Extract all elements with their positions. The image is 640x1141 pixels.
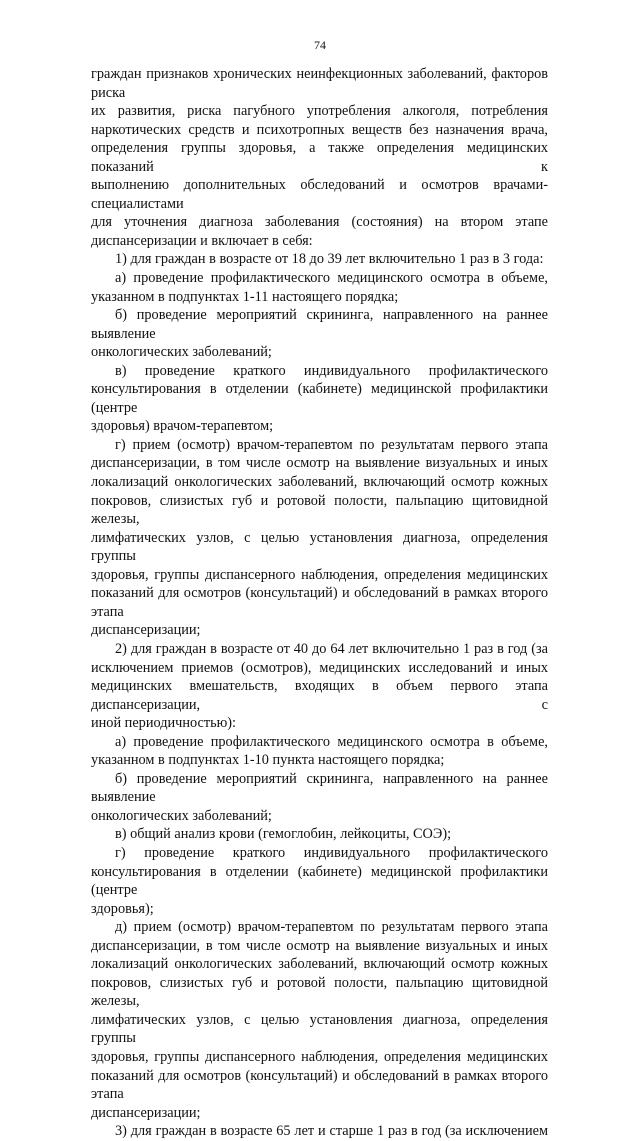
paragraph-line: локализаций онкологических заболеваний, включающий осмотр кожных — [91, 474, 548, 491]
paragraph-line: диспансеризации, в том числе осмотр на выявление визуальных и иных — [91, 455, 548, 472]
paragraph-line: онкологических заболеваний; — [91, 807, 272, 824]
paragraph-line: диспансеризации; — [91, 1104, 201, 1121]
paragraph-line: для уточнения диагноза заболевания (состояния) на втором этапе — [91, 214, 548, 231]
paragraph-line: здоровья) врачом-терапевтом; — [91, 418, 274, 435]
paragraph-line: определения группы здоровья, а также определения медицинских показаний к — [91, 140, 548, 175]
paragraph-line: лимфатических узлов, с целью установления диагноза, определения группы — [91, 529, 548, 565]
paragraph-line: здоровья, группы диспансерного наблюдения, определения медицинских — [91, 566, 548, 583]
paragraph-line: консультирования в отделении (кабинете) медицинской профилактики (центре — [91, 863, 548, 899]
paragraph-line: выполнению дополнительных обследований и осмотров врачами-специалистами — [91, 177, 548, 212]
paragraph-line: показаний для осмотров (консультаций) и обследований в рамках второго этапа — [91, 1067, 548, 1103]
paragraph-line-first: 3) для граждан в возрасте 65 лет и старше 1 раз в год (за исключением — [115, 1123, 548, 1140]
document-body — [91, 65, 548, 1141]
paragraph-line: лимфатических узлов, с целью установления диагноза, определения группы — [91, 1011, 548, 1047]
paragraph-line-first: а) проведение профилактического медицинского осмотра в объеме, — [115, 270, 548, 287]
paragraph-line: консультирования в отделении (кабинете) медицинской профилактики (центре — [91, 381, 548, 416]
paragraph-line: локализаций онкологических заболеваний, включающий осмотр кожных — [91, 956, 548, 973]
paragraph-line: указанном в подпунктах 1-10 пункта настоящего порядка; — [91, 752, 445, 769]
paragraph-line-first: граждан признаков хронических неинфекционных заболеваний, факторов риска — [91, 66, 548, 101]
paragraph-line: указанном в подпунктах 1-11 настоящего порядка; — [91, 288, 399, 305]
paragraph-line-first: б) проведение мероприятий скрининга, направленного на раннее выявление — [91, 770, 548, 806]
page-number: 74 — [314, 38, 326, 52]
paragraph-line: наркотических средств и психотропных веществ без назначения врача, — [91, 121, 548, 138]
paragraph-line: онкологических заболеваний; — [91, 344, 272, 361]
paragraph-line: диспансеризации, в том числе осмотр на выявление визуальных и иных — [91, 937, 548, 954]
paragraph-line-first: 1) для граждан в возрасте от 18 до 39 лет включительно 1 раз в 3 года: — [115, 251, 544, 268]
paragraph-line-first: б) проведение мероприятий скрининга, направленного на раннее выявление — [91, 307, 548, 342]
paragraph-line: показаний для осмотров (консультаций) и обследований в рамках второго этапа — [91, 585, 548, 620]
paragraph-line: диспансеризации; — [91, 622, 201, 639]
paragraph-line-first: д) прием (осмотр) врачом-терапевтом по результатам первого этапа — [115, 919, 548, 936]
paragraph-line-first: 2) для граждан в возрасте от 40 до 64 лет включительно 1 раз в год (за — [115, 640, 548, 657]
paragraph-line: их развития, риска пагубного употребления алкоголя, потребления — [91, 103, 548, 120]
paragraph-line-first: в) общий анализ крови (гемоглобин, лейкоциты, СОЭ); — [115, 826, 452, 843]
paragraph-line: здоровья); — [91, 900, 154, 917]
paragraph-line: покровов, слизистых губ и ротовой полости, пальпацию щитовидной железы, — [91, 492, 548, 528]
paragraph-line-first: в) проведение краткого индивидуального профилактического — [115, 362, 548, 379]
paragraph-line: медицинских вмешательств, входящих в объем первого этапа диспансеризации, с — [91, 678, 548, 713]
paragraph-line: здоровья, группы диспансерного наблюдения, определения медицинских — [91, 1048, 548, 1065]
paragraph-line-first: г) проведение краткого индивидуального профилактического — [115, 844, 548, 861]
paragraph-line: диспансеризации и включает в себя: — [91, 232, 313, 249]
paragraph-line: иной периодичностью): — [91, 715, 237, 732]
paragraph-line: покровов, слизистых губ и ротовой полости, пальпацию щитовидной железы, — [91, 974, 548, 1010]
paragraph-line-first: а) проведение профилактического медицинского осмотра в объеме, — [115, 733, 548, 750]
paragraph-line: исключением приемов (осмотров), медицинских исследований и иных — [91, 659, 548, 676]
paragraph-line-first: г) прием (осмотр) врачом-терапевтом по результатам первого этапа — [115, 436, 548, 453]
